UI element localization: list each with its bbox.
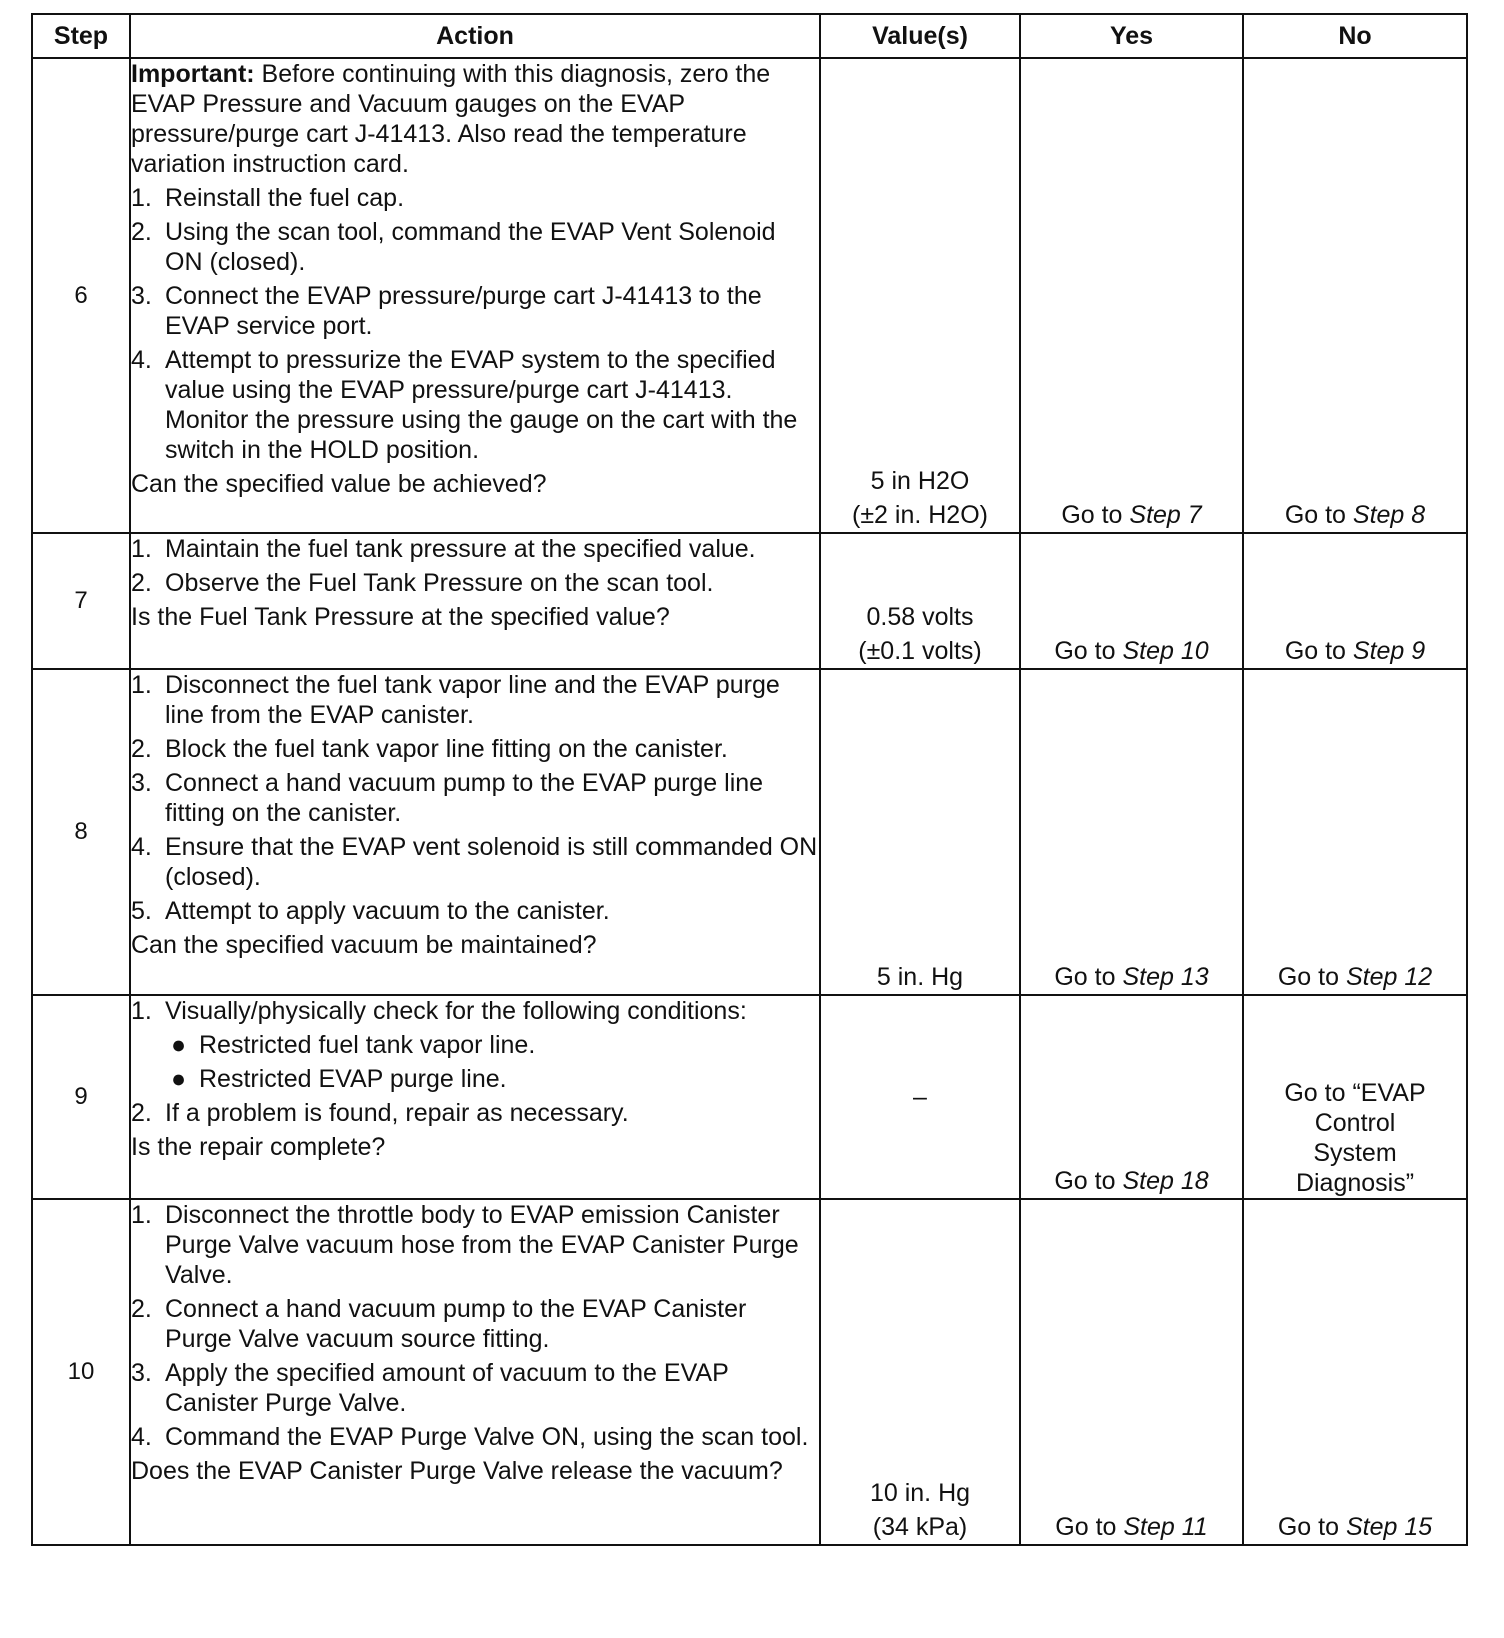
action-cell bbox=[130, 1199, 820, 1545]
no-prefix: Go to bbox=[1277, 1513, 1346, 1541]
value-line: 5 in. Hg bbox=[876, 963, 964, 991]
no-cell bbox=[1243, 669, 1467, 995]
no-prefix: Go to bbox=[1284, 637, 1353, 665]
no-step-link[interactable]: Step 12 bbox=[1345, 963, 1433, 991]
yes-prefix: Go to bbox=[1054, 963, 1123, 991]
yes-cell bbox=[1020, 58, 1243, 533]
item-number: 3. bbox=[131, 282, 152, 310]
action-cell bbox=[130, 533, 820, 669]
item-text: Reinstall the fuel cap. bbox=[165, 184, 405, 212]
item-number: 2. bbox=[131, 1099, 152, 1127]
no-cell bbox=[1243, 1199, 1467, 1545]
no-cell bbox=[1243, 58, 1467, 533]
yes-step-link[interactable]: Step 7 bbox=[1129, 501, 1202, 529]
list-item bbox=[131, 896, 819, 926]
item-text: Attempt to pressurize the EVAP system to the specified value using the EVAP pressure/purge cart J-41413. Monitor the pressure using the gauge on the cart with the switch in the HOLD position. bbox=[165, 346, 798, 464]
step-number: 9 bbox=[32, 995, 130, 1199]
step-number: 8 bbox=[32, 669, 130, 995]
no-prefix: Go to bbox=[1284, 501, 1353, 529]
item-number: 3. bbox=[131, 1359, 152, 1387]
item-text: Connect a hand vacuum pump to the EVAP purge line fitting on the canister. bbox=[165, 769, 764, 827]
list-item bbox=[131, 670, 819, 730]
step-number: 6 bbox=[32, 58, 130, 533]
value-tolerance: (±0.1 volts) bbox=[858, 637, 982, 665]
list-item bbox=[131, 345, 819, 465]
table-row bbox=[32, 1199, 1467, 1545]
item-number: 1. bbox=[131, 535, 152, 563]
step-number: 7 bbox=[32, 533, 130, 669]
question: Can the specified value be achieved? bbox=[131, 470, 547, 498]
no-text-line[interactable]: System bbox=[1313, 1139, 1397, 1167]
value-cell bbox=[820, 58, 1020, 533]
item-text: Command the EVAP Purge Valve ON, using the scan tool. bbox=[165, 1423, 809, 1451]
header-no: No bbox=[1243, 14, 1467, 58]
value-line: 0.58 volts bbox=[866, 603, 974, 631]
value-tolerance: (34 kPa) bbox=[872, 1513, 968, 1541]
item-number: 3. bbox=[131, 769, 152, 797]
value-cell bbox=[820, 1199, 1020, 1545]
item-number: 1. bbox=[131, 997, 152, 1025]
value-line: – bbox=[913, 1082, 927, 1111]
no-cell bbox=[1243, 533, 1467, 669]
table-row bbox=[32, 669, 1467, 995]
item-text: Apply the specified amount of vacuum to the EVAP Canister Purge Valve. bbox=[165, 1359, 729, 1417]
item-text: Ensure that the EVAP vent solenoid is still commanded ON (closed). bbox=[165, 833, 818, 891]
list-item bbox=[131, 217, 819, 277]
yes-cell bbox=[1020, 669, 1243, 995]
yes-step-link[interactable]: Step 13 bbox=[1122, 963, 1209, 991]
table-row bbox=[32, 58, 1467, 533]
question: Is the Fuel Tank Pressure at the specified value? bbox=[131, 603, 670, 631]
item-text: Block the fuel tank vapor line fitting on the canister. bbox=[165, 735, 728, 763]
question: Can the specified vacuum be maintained? bbox=[131, 931, 597, 959]
action-cell bbox=[130, 58, 820, 533]
item-number: 1. bbox=[131, 184, 152, 212]
no-step-link[interactable]: Step 15 bbox=[1345, 1513, 1433, 1541]
item-number: 4. bbox=[131, 346, 152, 374]
item-text: Observe the Fuel Tank Pressure on the scan tool. bbox=[165, 569, 714, 597]
list-item bbox=[131, 281, 819, 341]
list-item bbox=[131, 996, 819, 1026]
bullet-item bbox=[131, 1030, 819, 1060]
yes-prefix: Go to bbox=[1061, 501, 1130, 529]
question: Is the repair complete? bbox=[131, 1133, 386, 1161]
table-row bbox=[32, 533, 1467, 669]
list-item bbox=[131, 1294, 819, 1354]
item-text: Disconnect the fuel tank vapor line and the EVAP purge line from the EVAP canister. bbox=[165, 671, 780, 729]
list-item bbox=[131, 768, 819, 828]
yes-prefix: Go to bbox=[1054, 1167, 1123, 1195]
no-step-link[interactable]: Step 9 bbox=[1352, 637, 1426, 665]
yes-cell bbox=[1020, 1199, 1243, 1545]
question: Does the EVAP Canister Purge Valve release the vacuum? bbox=[131, 1457, 783, 1485]
list-item bbox=[131, 568, 819, 598]
yes-prefix: Go to bbox=[1054, 637, 1123, 665]
item-number: 2. bbox=[131, 1295, 152, 1323]
no-text-line[interactable]: Diagnosis” bbox=[1295, 1169, 1415, 1197]
item-text: Connect a hand vacuum pump to the EVAP Canister Purge Valve vacuum source fitting. bbox=[165, 1295, 747, 1353]
diagnostic-table bbox=[31, 13, 1468, 1546]
item-number: 2. bbox=[131, 218, 152, 246]
list-item bbox=[131, 1422, 819, 1452]
item-text: If a problem is found, repair as necessary. bbox=[165, 1099, 629, 1127]
bullet-icon: ● bbox=[171, 1065, 187, 1093]
list-item bbox=[131, 734, 819, 764]
important-label: Important: bbox=[131, 60, 255, 88]
value-tolerance: (±2 in. H2O) bbox=[852, 501, 988, 529]
item-text: Attempt to apply vacuum to the canister. bbox=[165, 897, 610, 925]
header-step: Step bbox=[32, 14, 130, 58]
yes-step-link[interactable]: Step 18 bbox=[1122, 1167, 1209, 1195]
value-cell bbox=[820, 995, 1020, 1199]
no-text-line[interactable]: Go to “EVAP bbox=[1284, 1079, 1426, 1107]
item-text: Connect the EVAP pressure/purge cart J-41413 to the EVAP service port. bbox=[165, 282, 762, 340]
header-row bbox=[32, 14, 1467, 58]
list-item bbox=[131, 832, 819, 892]
important-note bbox=[131, 59, 819, 179]
bullet-item bbox=[131, 1064, 819, 1094]
no-prefix: Go to bbox=[1277, 963, 1346, 991]
value-line: 10 in. Hg bbox=[869, 1479, 971, 1507]
header-action: Action bbox=[130, 14, 820, 58]
header-yes: Yes bbox=[1020, 14, 1243, 58]
item-number: 1. bbox=[131, 671, 152, 699]
item-text: Maintain the fuel tank pressure at the specified value. bbox=[165, 535, 756, 563]
bullet-text: Restricted fuel tank vapor line. bbox=[199, 1031, 536, 1059]
item-text: Visually/physically check for the following conditions: bbox=[165, 997, 747, 1025]
value-line: 5 in H2O bbox=[870, 467, 970, 495]
value-cell bbox=[820, 669, 1020, 995]
bullet-icon: ● bbox=[171, 1031, 187, 1059]
bullet-text: Restricted EVAP purge line. bbox=[199, 1065, 507, 1093]
yes-step-link[interactable]: Step 11 bbox=[1123, 1513, 1208, 1541]
list-item bbox=[131, 1200, 819, 1290]
yes-prefix: Go to bbox=[1055, 1513, 1124, 1541]
item-text: Using the scan tool, command the EVAP Vent Solenoid ON (closed). bbox=[165, 218, 776, 276]
item-number: 4. bbox=[131, 1423, 152, 1451]
list-item bbox=[131, 1358, 819, 1418]
list-item bbox=[131, 1098, 819, 1128]
item-number: 2. bbox=[131, 735, 152, 763]
value-cell bbox=[820, 533, 1020, 669]
item-number: 1. bbox=[131, 1201, 152, 1229]
action-cell bbox=[130, 669, 820, 995]
header-values: Value(s) bbox=[820, 14, 1020, 58]
item-number: 2. bbox=[131, 569, 152, 597]
yes-cell bbox=[1020, 533, 1243, 669]
table-row bbox=[32, 995, 1467, 1199]
list-item bbox=[131, 534, 819, 564]
item-text: Disconnect the throttle body to EVAP emission Canister Purge Valve vacuum hose from the EVAP Canister Purge Valve. bbox=[165, 1201, 799, 1289]
list-item bbox=[131, 183, 819, 213]
item-number: 5. bbox=[131, 897, 152, 925]
action-cell bbox=[130, 995, 820, 1199]
no-cell bbox=[1243, 995, 1467, 1199]
yes-step-link[interactable]: Step 10 bbox=[1122, 637, 1209, 665]
no-step-link[interactable]: Step 8 bbox=[1352, 501, 1426, 529]
step-number: 10 bbox=[32, 1199, 130, 1545]
important-text: Before continuing with this diagnosis, zero the EVAP Pressure and Vacuum gauges on the EVAP pressure/purge cart J-41413. Also read the temperature variation instruction card. bbox=[131, 60, 771, 178]
item-number: 4. bbox=[131, 833, 152, 861]
yes-cell bbox=[1020, 995, 1243, 1199]
no-text-line[interactable]: Control bbox=[1314, 1109, 1396, 1137]
